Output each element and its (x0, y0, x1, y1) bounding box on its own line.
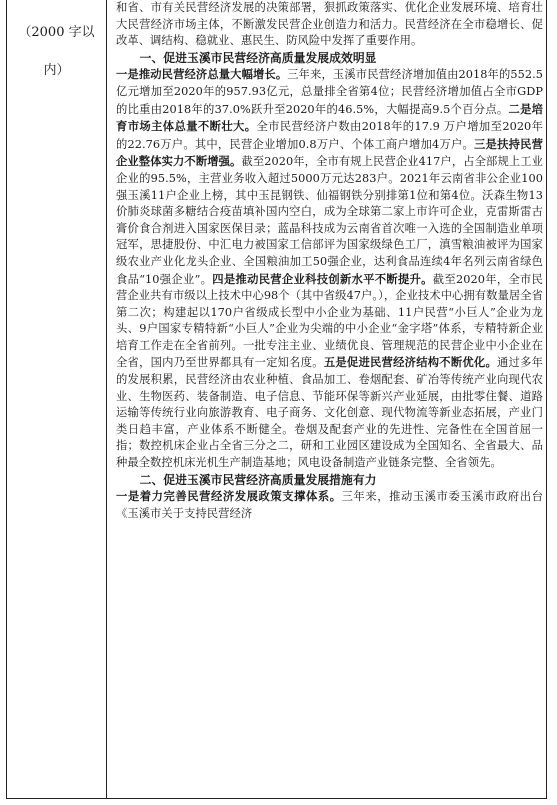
intro-paragraph: 和省、市有关民营经济发展的决策部署，狠抓政策落实、优化企业发展环境、培育壮大民营经济市场主体，不断激发民营企业创造力和活力。民营经济在全市稳增长、促改革、调结构、稳就业、惠民生、防风险中发挥了重要作用。 (116, 1, 543, 48)
section-2-paragraph (116, 488, 543, 522)
content-cell (107, 0, 546, 798)
section-1-heading: 一、促进玉溪市民营经济高质量发展成效明显 (139, 50, 377, 65)
label-line-2: 内） (43, 63, 70, 78)
section-1-paragraph (116, 66, 543, 471)
point-5-title: 五是促进民营经济结构不断优化。 (323, 355, 498, 370)
point-5-text: 通过多年的发展积累，民营经济由农业种植、食品加工、卷烟配套、矿冶等传统产业向现代农业、生物医药、装备制造、电子信息、节能环保等新兴产业延展，由批零住餐、道路运输等传统行业向旅游教育、电子商务、文化创意、现代物流等新业态拓展，产业门类日趋丰富，产业体系不断健全。卷烟及配套产业的先进性、完备性在全国首屈一指；数控机床企业占全省三分之二，研和工业园区建设成为全国知名、全省最大、品种最全数控机床光机生产制造基地；风电设备制造产业链条完整、全省领先。 (116, 356, 543, 470)
label-line-1: （2000 字以 (18, 25, 95, 40)
point-2-title: 二是培育市场主体总量不断壮大。 (116, 101, 543, 134)
label-cell (7, 0, 107, 798)
s2-point-1-title: 一是着力完善民营经济发展政策支撑体系。 (116, 489, 342, 504)
document-table (6, 0, 547, 799)
point-1-title: 一是推动民营经济总量大幅增长。 (116, 67, 288, 82)
point-2-text: 全市民营经济户数由2018年的17.9 万户增加至2020年的22.76万户。其中，民营企业增加0.8万户、个体工商户增加4万户。 (116, 120, 543, 151)
point-1-text: 三年来，玉溪市民营经济增加值由2018年的552.5亿元增加至2020年的957.93亿元，总量排全省第4位；民营经济增加值占全市GDP的比重由2018年的37.0%跃升至2020年的46.5%，大幅提高9.5个百分点。 (116, 68, 543, 116)
point-4-title: 四是推动民营企业科技创新水平不断提升。 (212, 271, 433, 286)
point-3-text: 截至2020年，全市有规上民营企业417户，占全部规上工业企业的95.5%，主营业务收入超过5000万元达283户。2021年云南省非公企业100强玉溪11户企业上榜，其中玉昆钢铁、仙福钢铁分别排第1位和第4位。沃森生物13价肺炎球菌多糖结合疫苗填补国内空白，成为全球第二家上市许可企业，克雷斯雷古膏价食合剂进入国家医保目录；蓝晶科技成为云南省首次唯一入选的全国制造业单项冠军，思捷股份、中汇电力被国家工信部评为国家级绿色工厂，滇雪粮油被评为国家级农业产业化龙头企业、全国粮油加工50强企业，达利食品连续4年名列云南省绿色食品“10强企业”。 (116, 155, 544, 286)
s2-point-1-text: 三年来，推动玉溪市委玉溪市政府出台《玉溪市关于支持民营经济 (116, 490, 543, 520)
point-3-title: 三是扶持民营企业整体实力不断增强。 (116, 136, 543, 169)
section-2-heading: 二、促进玉溪市民营经济高质量发展措施有力 (139, 472, 377, 487)
point-4-text: 截至2020年，全市民营企业共有市级以上技术中心98个（其中省级47户。），企业技术中心拥有数量居全省第二次；构建起以170户省级成长型中小企业为基础、11户民营“小巨人”企业为龙头、9户国家专精特新“小巨人”企业为尖端的中小企业“金字塔”体系，专精特新企业培育工作走在全省前列。一批专注主业、业绩优良、管理规范的民营企业中小企业在全省，国内乃至世界都具有一定知名度。 (116, 272, 543, 370)
